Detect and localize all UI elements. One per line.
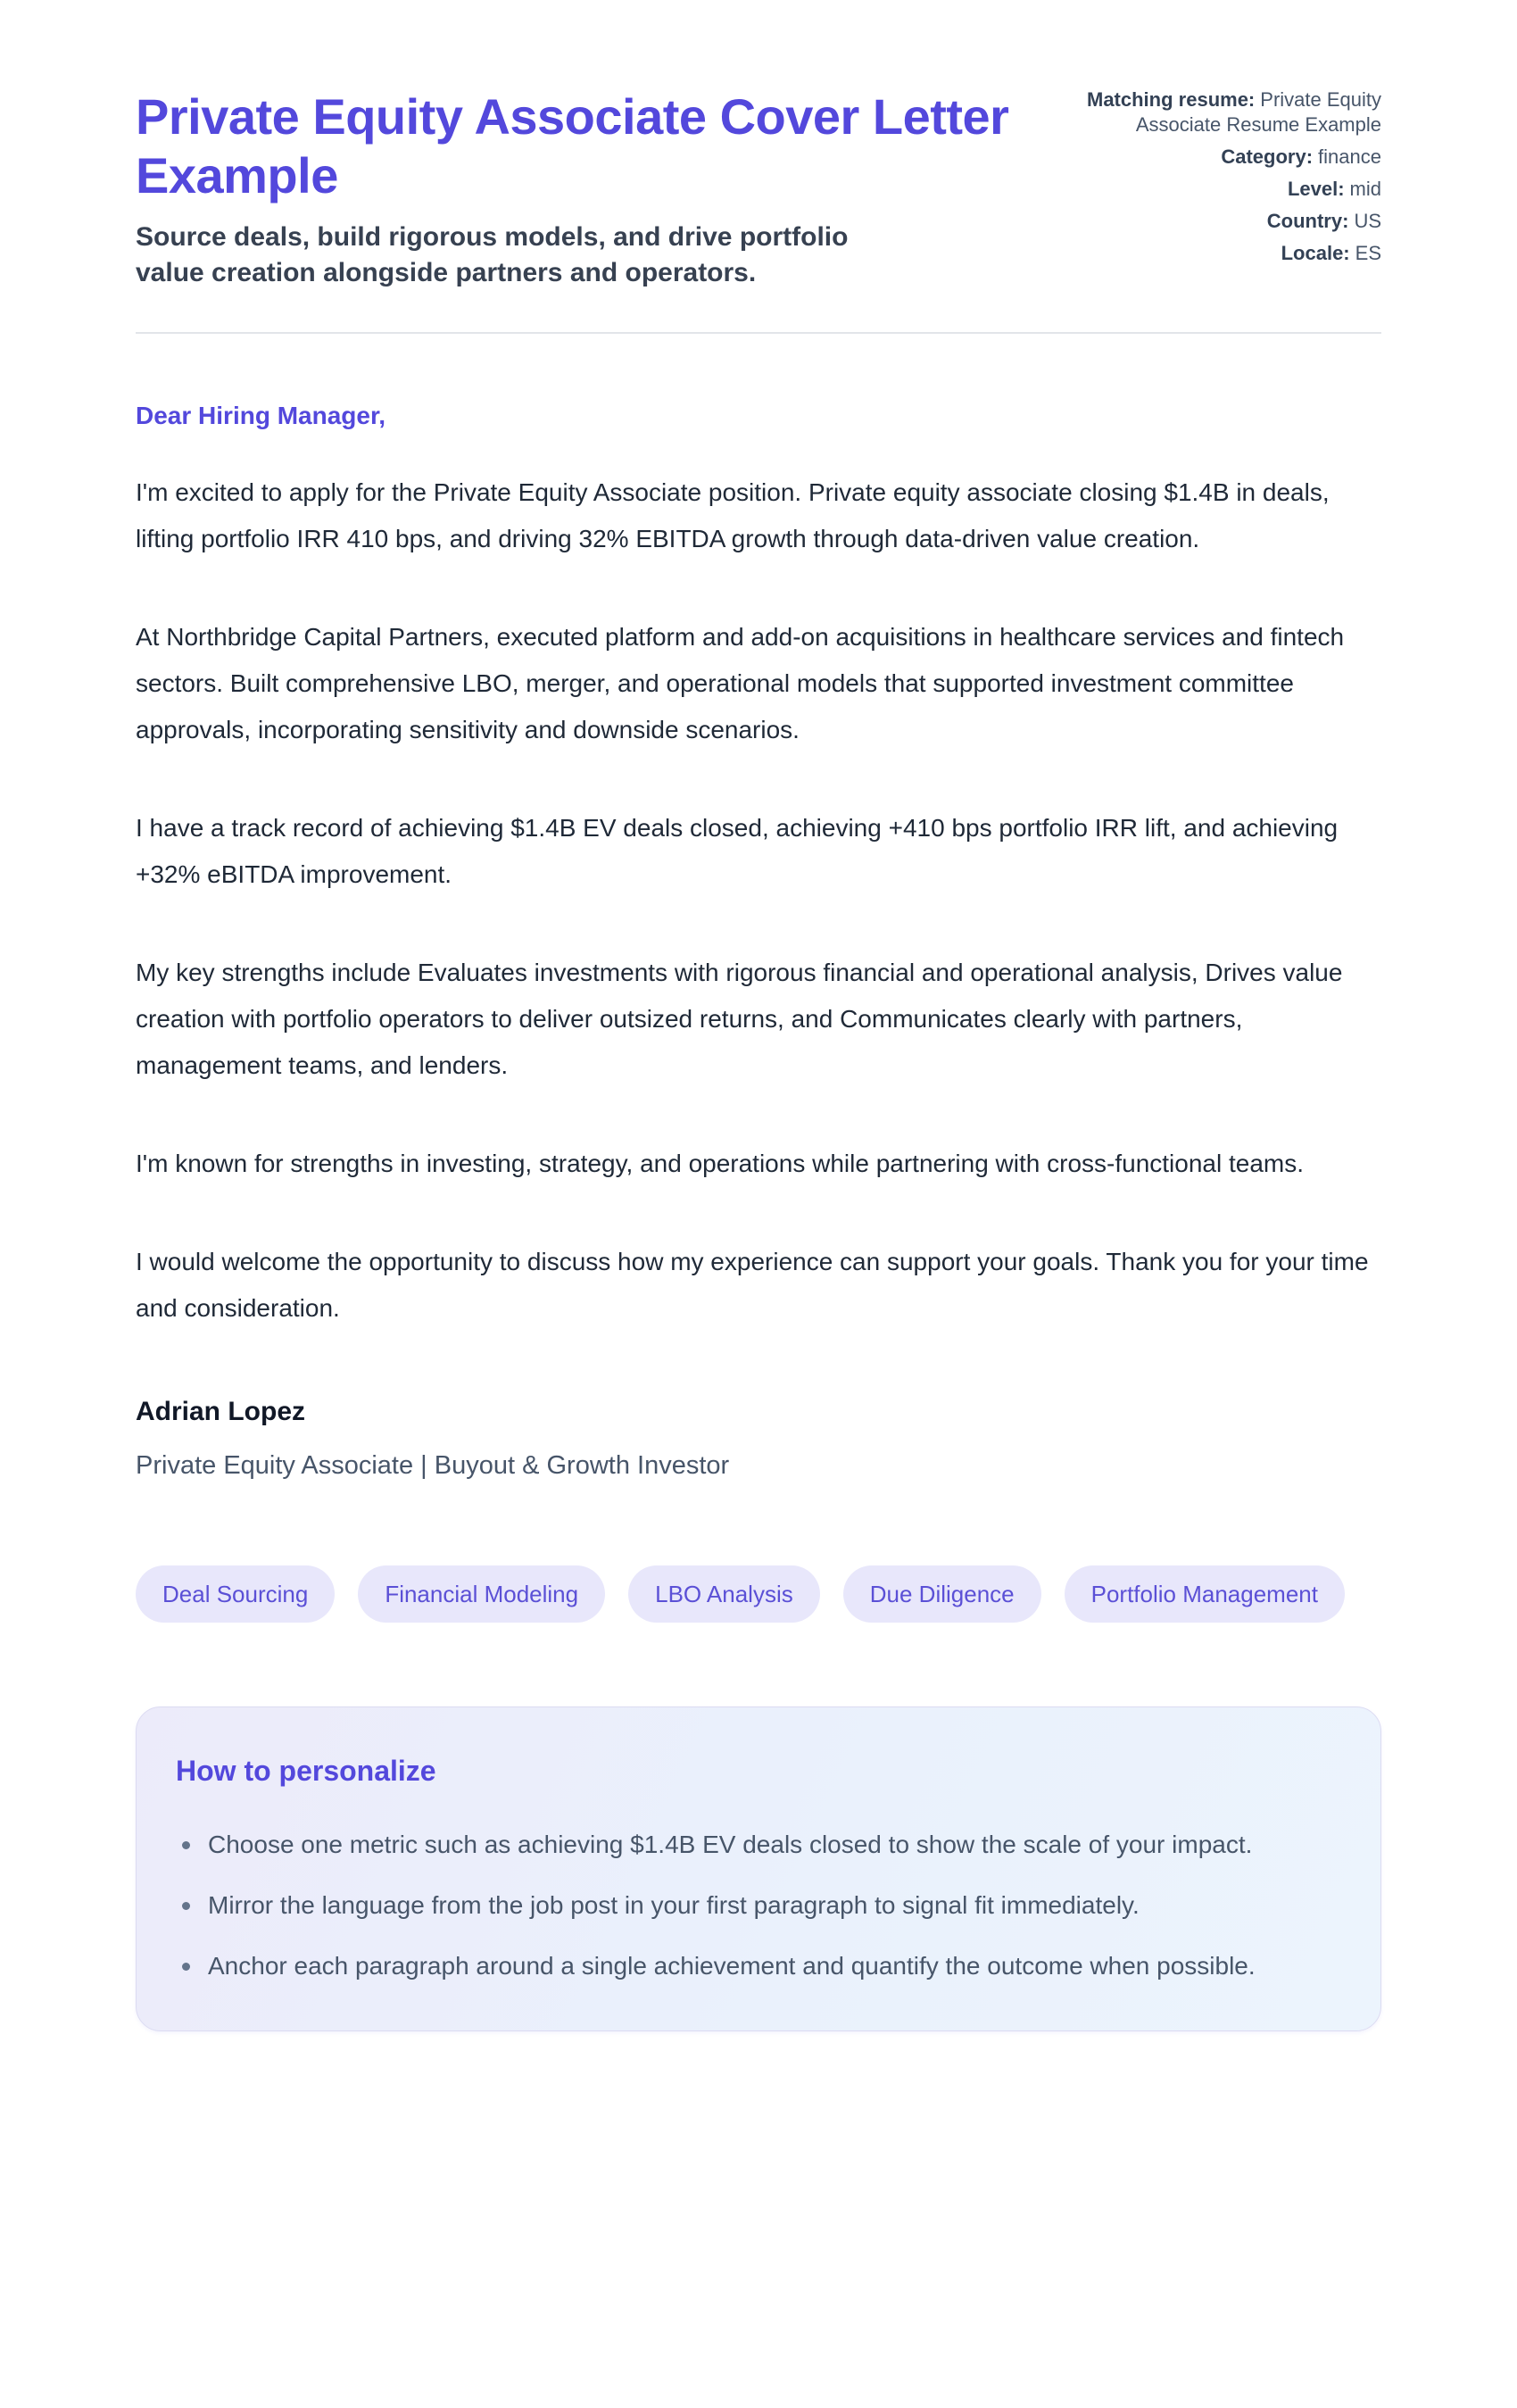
skill-tag-list bbox=[136, 1565, 1381, 1623]
letter-paragraph: I'm known for strengths in investing, strategy, and operations while partnering with cross-functional teams. bbox=[136, 1150, 1305, 1177]
cover-letter-body bbox=[136, 400, 1381, 1483]
letter-paragraph: At Northbridge Capital Partners, executed platform and add-on acquisitions in healthcare services and fintech sectors. Built comprehensive LBO, merger, and operational models that supported investment committee approvals, incorporating sensitivity and downside scenarios. bbox=[136, 623, 1345, 743]
meta-value: mid bbox=[1349, 178, 1381, 200]
meta-label: Category: bbox=[1221, 145, 1314, 168]
skill-tag-portfolio-management: Portfolio Management bbox=[1065, 1565, 1345, 1623]
meta-label: Level: bbox=[1287, 178, 1345, 200]
signature-name: Adrian Lopez bbox=[136, 1397, 306, 1426]
meta-row-level bbox=[1087, 177, 1381, 202]
meta-value: US bbox=[1354, 210, 1381, 232]
letter-greeting: Dear Hiring Manager, bbox=[136, 402, 386, 429]
personalize-title: How to personalize bbox=[176, 1755, 436, 1787]
meta-row-country bbox=[1087, 209, 1381, 234]
meta-panel bbox=[1087, 87, 1381, 266]
page-header bbox=[136, 87, 1381, 291]
meta-row-locale bbox=[1087, 241, 1381, 266]
signature-role: Private Equity Associate | Buyout & Growth Investor bbox=[136, 1451, 730, 1480]
skill-tag-due-diligence: Due Diligence bbox=[843, 1565, 1041, 1623]
personalize-tip: Mirror the language from the job post in your first paragraph to signal fit immediately. bbox=[176, 1884, 1291, 1927]
personalize-tip-list bbox=[176, 1823, 1341, 1988]
personalize-tip: Anchor each paragraph around a single achievement and quantify the outcome when possible. bbox=[176, 1945, 1291, 1988]
letter-paragraph: My key strengths include Evaluates investments with rigorous financial and operational analysis, Drives value creation with portfolio operators to deliver outsized returns, and Communicates clearly with partners, management teams, and lenders. bbox=[136, 959, 1343, 1079]
personalize-tip: Choose one metric such as achieving $1.4B EV deals closed to show the scale of your impact. bbox=[176, 1823, 1291, 1866]
signature-block bbox=[136, 1394, 1381, 1483]
letter-paragraph: I'm excited to apply for the Private Equity Associate position. Private equity associate closing $1.4B in deals, lifting portfolio IRR 410 bps, and driving 32% EBITDA growth through data-driven value creation. bbox=[136, 478, 1330, 552]
page-subtitle: Source deals, build rigorous models, and drive portfolio value creation alongside partners and operators. bbox=[136, 222, 849, 287]
skill-tag-lbo-analysis: LBO Analysis bbox=[628, 1565, 820, 1623]
meta-value: ES bbox=[1355, 242, 1381, 264]
personalize-tips-box bbox=[136, 1706, 1381, 2031]
meta-value: Private Equity Associate Resume Example bbox=[1135, 88, 1381, 136]
page-title: Private Equity Associate Cover Letter Example bbox=[136, 88, 1009, 203]
meta-label: Matching resume: bbox=[1087, 88, 1256, 111]
meta-label: Country: bbox=[1266, 210, 1349, 232]
letter-paragraph: I have a track record of achieving $1.4B EV deals closed, achieving +410 bps portfolio IRR lift, and achieving +32% eBITDA improvement. bbox=[136, 814, 1339, 888]
meta-label: Locale: bbox=[1281, 242, 1350, 264]
meta-value: finance bbox=[1318, 145, 1381, 168]
meta-row-matching-resume bbox=[1087, 87, 1381, 137]
meta-row-category bbox=[1087, 145, 1381, 170]
header-divider bbox=[136, 332, 1381, 334]
skill-tag-financial-modeling: Financial Modeling bbox=[358, 1565, 605, 1623]
header-title-block bbox=[136, 87, 1010, 291]
skill-tag-deal-sourcing: Deal Sourcing bbox=[136, 1565, 335, 1623]
letter-paragraph: I would welcome the opportunity to discuss how my experience can support your goals. Thank you for your time and consideration. bbox=[136, 1248, 1369, 1322]
